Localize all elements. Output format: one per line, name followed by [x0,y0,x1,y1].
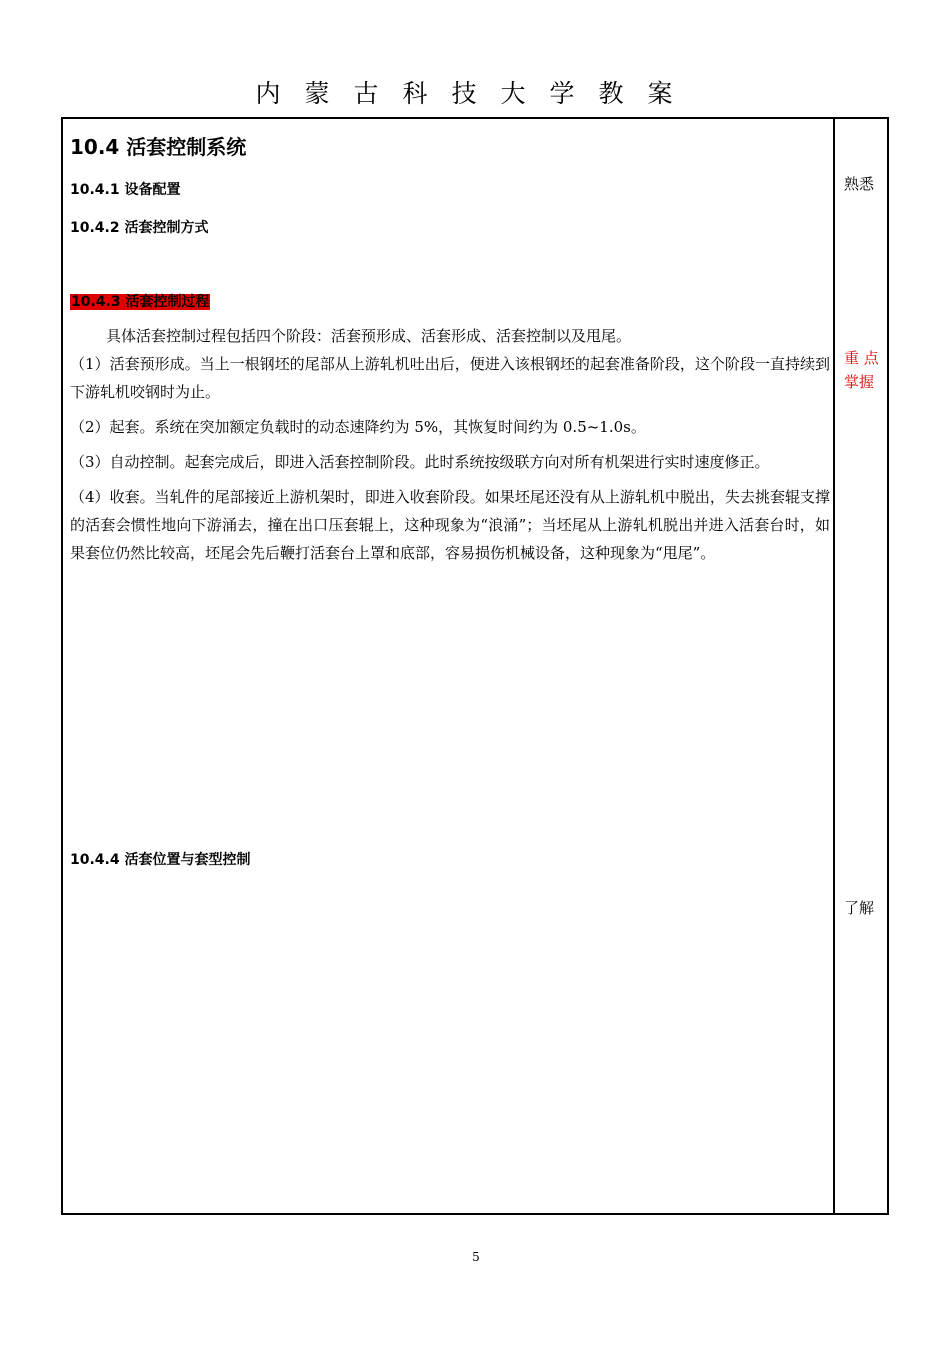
note-familiarize: 熟悉 [844,175,875,193]
main-content [70,117,830,1215]
column-divider [833,117,835,1215]
page-number: 5 [472,1250,480,1264]
paragraph-intro: 具体活套控制过程包括四个阶段：活套预形成、活套形成、活套控制以及甩尾。 [106,327,632,345]
subsection-loop-position: 10.4.4 活套位置与套型控制 [70,852,251,868]
paragraph-stage-2: （2）起套。系统在突加额定负载时的动态速降约为 5%，其恢复时间约为 0.5~1.0s。 [70,418,646,436]
paragraph-stage-1: （1）活套预形成。当上一根钢坯的尾部从上游轧机吐出后，便进入该根钢坯的起套准备阶段，这个阶段一直持续到下游轧机咬钢时为止。 [70,355,830,401]
paragraph-stage-3: （3）自动控制。起套完成后，即进入活套控制阶段。此时系统按级联方向对所有机架进行实时速度修正。 [70,453,770,471]
paragraph-stage-4: （4）收套。当轧件的尾部接近上游机架时，即进入收套阶段。如果坯尾还没有从上游轧机中脱出，失去挑套辊支撑的活套会惯性地向下游涌去，撞在出口压套辊上，这种现象为“浪涌”；当坯尾从上游轧机脱出并进入活套台时，如果套位仍然比较高，坯尾会先后鞭打活套台上罩和底部，容易损伤机械设备，这种现象为“甩尾”。 [70,488,830,562]
subsection-equipment: 10.4.1 设备配置 [70,182,181,198]
subsection-control-process [70,291,210,311]
note-understand: 了解 [844,899,875,917]
page-title: 内蒙古科技大学教案 [255,79,697,108]
body-text [70,325,830,574]
note-key-point [844,346,886,394]
highlighted-heading: 10.4.3 活套控制过程 [71,294,210,310]
note-key-point-line1: 重 点 [844,349,879,367]
section-title: 10.4 活套控制系统 [70,135,247,159]
note-key-point-line2: 掌握 [844,373,875,391]
subsection-control-mode: 10.4.2 活套控制方式 [70,220,209,236]
